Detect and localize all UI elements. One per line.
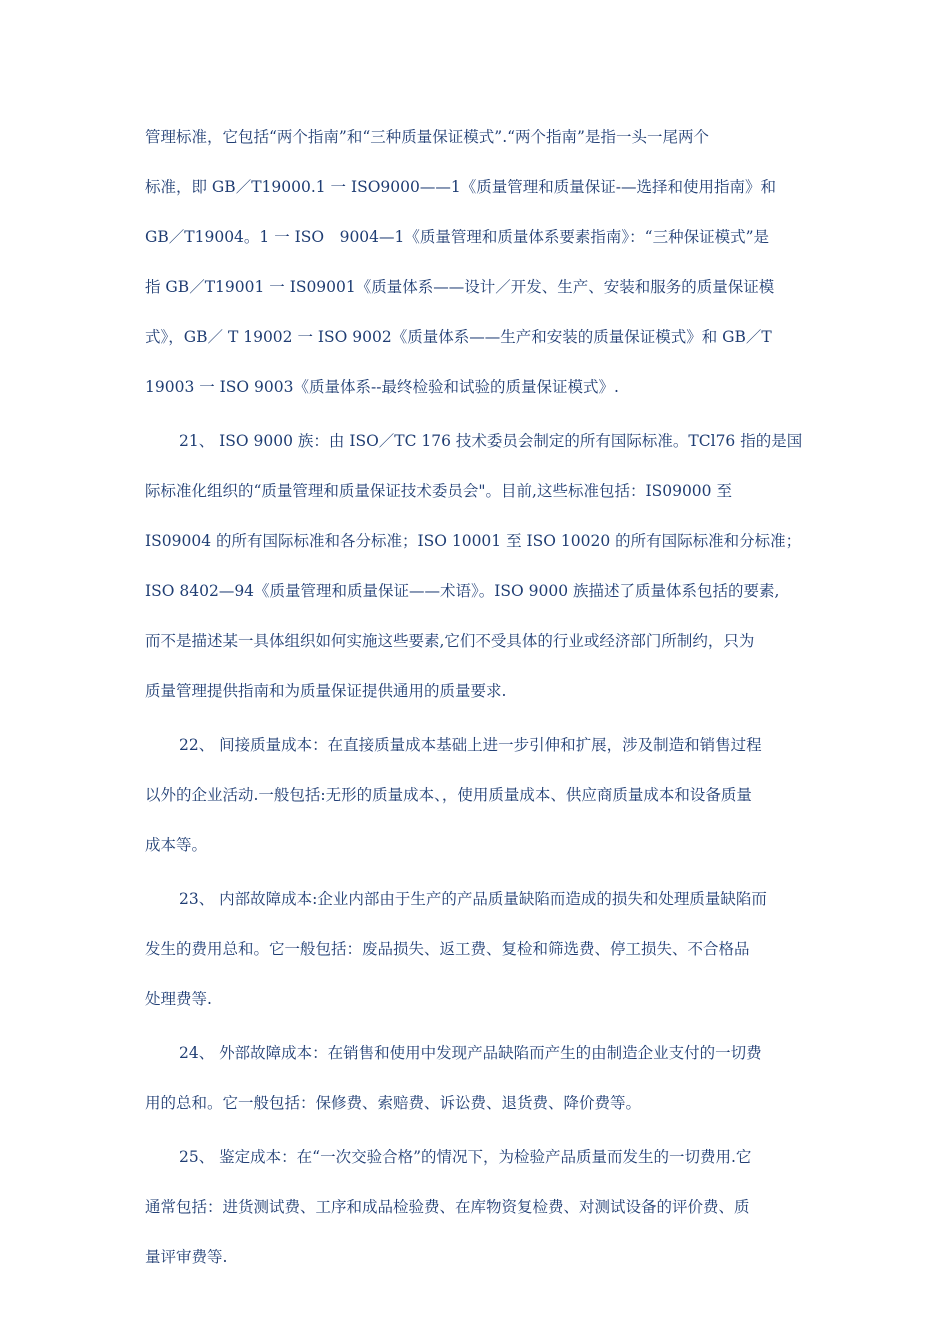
text-line: 23、 内部故障成本:企业内部由于生产的产品质量缺陷而造成的损失和处理质量缺陷而 [179,890,767,908]
text-line: 19003 一 ISO 9003《质量体系--最终检验和试验的质量保证模式》. [145,378,619,396]
text-line: IS09004 的所有国际标准和各分标准；ISO 10001 至 ISO 10020 的所有国际标准和分标准； [145,532,802,550]
text-line: 处理费等. [145,990,212,1008]
paragraph-23-internal-failure-cost [145,874,809,1024]
document-body [145,112,809,1286]
text-line: 25、 鉴定成本：在“一次交验合格”的情况下，为检验产品质量而发生的一切费用.它 [179,1148,752,1166]
text-line: 际标准化组织的“质量管理和质量保证技术委员会"。目前,这些标准包括：IS09000 至 [145,482,732,500]
text-line: ISO 8402—94《质量管理和质量保证——术语》。ISO 9000 族描述了质量体系包括的要素, [145,582,780,600]
text-line: 成本等。 [145,836,208,854]
text-line: 以外的企业活动.一般包括:无形的质量成本、，使用质量成本、供应商质量成本和设备质量 [145,786,752,804]
text-line: 质量管理提供指南和为质量保证提供通用的质量要求. [145,682,507,700]
paragraph-21-iso9000-family [145,416,809,716]
text-line: 发生的费用总和。它一般包括：废品损失、返工费、复检和筛选费、停工损失、不合格品 [145,940,750,958]
text-line: GB／T19004。1 一 ISO 9004—1《质量管理和质量体系要素指南》：“三种保证模式”是 [145,228,769,246]
text-line: 标准，即 GB／T19000.1 一 ISO9000——1《质量管理和质量保证-—选择和使用指南》和 [145,178,776,196]
paragraph-25-appraisal-cost [145,1132,809,1282]
text-line: 24、 外部故障成本：在销售和使用中发现产品缺陷而产生的由制造企业支付的一切费 [179,1044,762,1062]
text-line: 而不是描述某一具体组织如何实施这些要素,它们不受具体的行业或经济部门所制约，只为 [145,632,755,650]
text-line: 量评审费等. [145,1248,228,1266]
text-line: 21、 ISO 9000 族：由 ISO／TC 176 技术委员会制定的所有国际标准。TCl76 指的是国 [179,432,803,450]
paragraph-quality-standards-intro [145,112,809,412]
paragraph-24-external-failure-cost [145,1028,809,1128]
text-line: 式》，GB／ T 19002 一 ISO 9002《质量体系——生产和安装的质量保证模式》和 GB／T [145,328,772,346]
text-line: 用的总和。它一般包括：保修费、索赔费、诉讼费、退货费、降价费等。 [145,1094,642,1112]
paragraph-22-indirect-quality-cost [145,720,809,870]
text-line: 指 GB／T19001 一 IS09001《质量体系——设计／开发、生产、安装和服务的质量保证模 [145,278,775,296]
text-line: 管理标准，它包括“两个指南”和“三种质量保证模式”.“两个指南”是指一头一尾两个 [145,128,709,146]
text-line: 22、 间接质量成本：在直接质量成本基础上进一步引伸和扩展，涉及制造和销售过程 [179,736,762,754]
text-line: 通常包括：进货测试费、工序和成品检验费、在库物资复检费、对测试设备的评价费、质 [145,1198,750,1216]
